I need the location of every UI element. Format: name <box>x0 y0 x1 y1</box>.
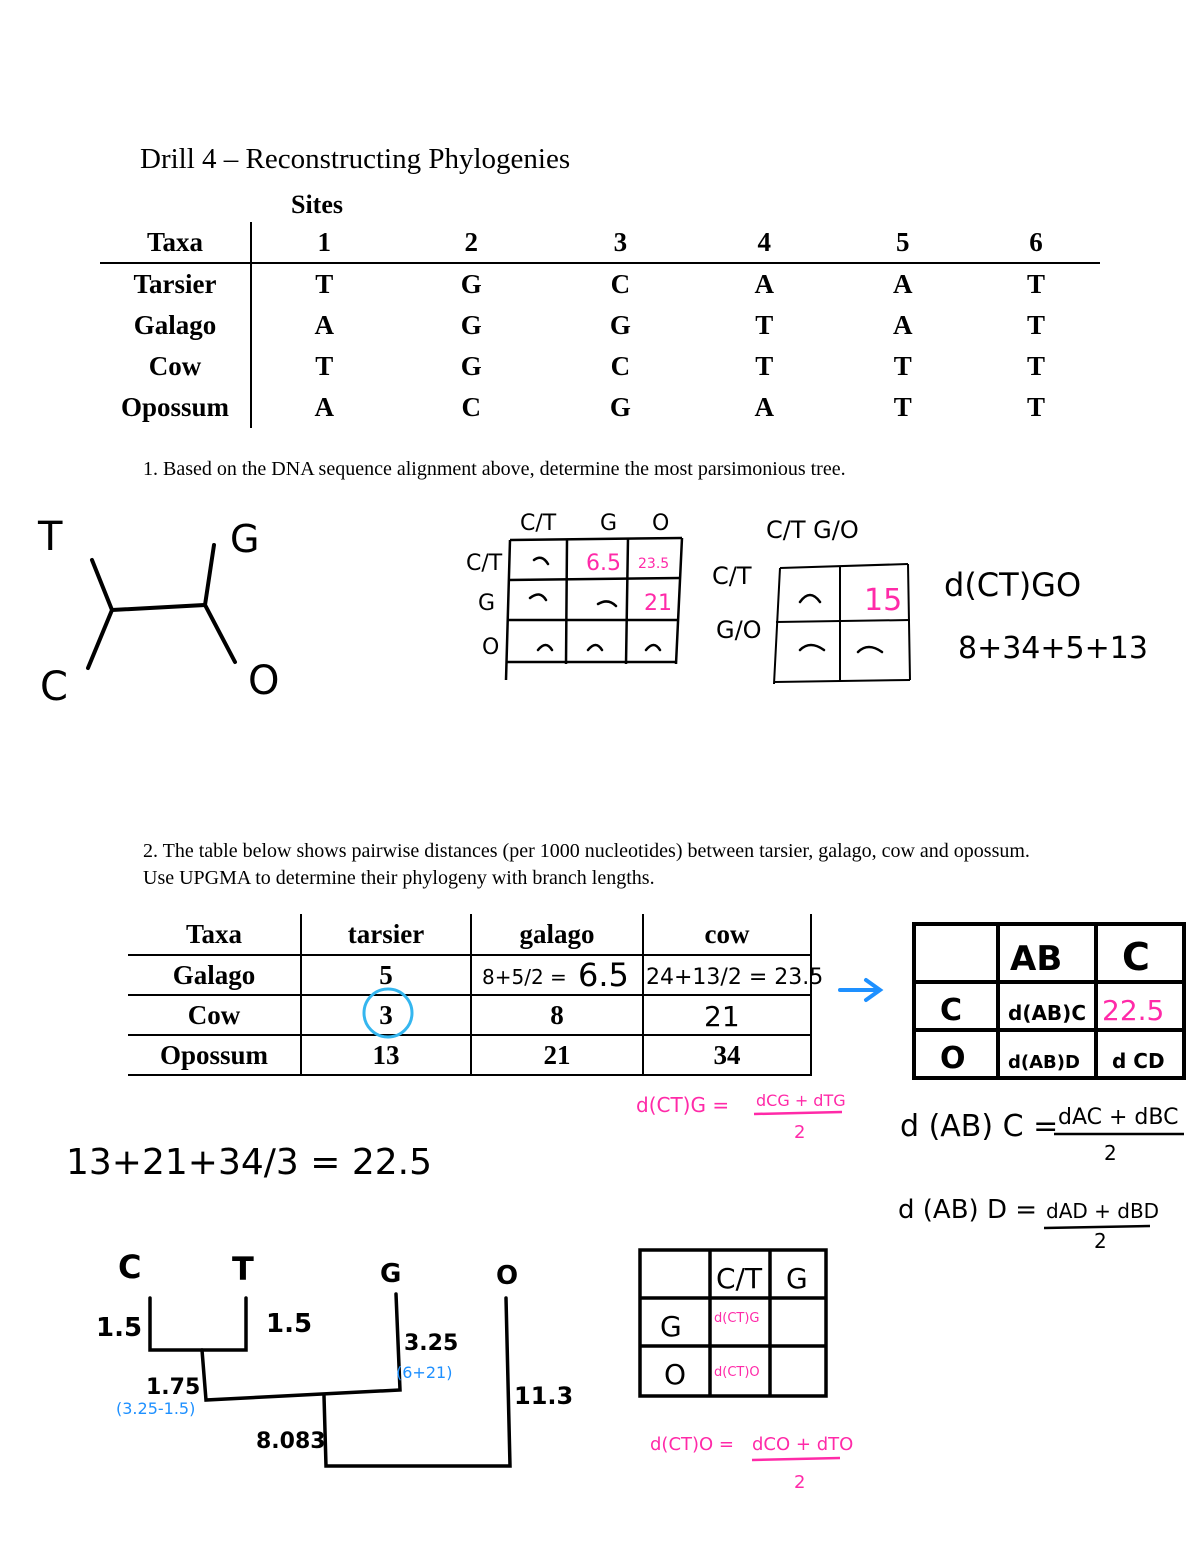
header-site-6: 6 <box>972 222 1100 263</box>
table-cell: A <box>754 392 775 422</box>
table-cell: G <box>609 392 631 422</box>
header-taxa: Taxa <box>100 222 251 263</box>
branch-c: 1.5 <box>96 1313 143 1343</box>
cow-cow-val: 21 <box>704 1000 740 1033</box>
m2-cols: C/T G/O <box>766 516 859 544</box>
abm-cc: 22.5 <box>1102 994 1165 1027</box>
abm-row-o: O <box>940 1041 966 1076</box>
table-cell: G <box>460 269 482 299</box>
table-cell: A <box>893 269 913 299</box>
sm-g-ct: d(CT)G <box>714 1311 760 1326</box>
highlight-circle <box>364 989 412 1037</box>
m1-value-235: 23.5 <box>638 556 670 572</box>
galago-tarsier-calc: 8+5/2 = <box>482 965 567 989</box>
table-cell: 13 <box>301 1035 471 1075</box>
taxon-name: Galago <box>128 955 301 995</box>
m1-value-65: 6.5 <box>586 551 621 576</box>
abc-label: d (AB) C = <box>900 1109 1059 1144</box>
galago-cow-note: 24+13/2 = 23.5 <box>646 965 824 990</box>
dct-o-denominator: 2 <box>794 1472 806 1493</box>
taxon-name: Tarsier <box>100 263 251 305</box>
table-cell: T <box>315 269 334 299</box>
taxon-name: Galago <box>100 305 251 346</box>
branch-ctg: 8.083 <box>256 1429 326 1454</box>
header-site-4: 4 <box>695 222 833 263</box>
calc-dctgo: d(CT)GO <box>944 566 1082 604</box>
table-cell: G <box>460 310 482 340</box>
table-cell: C <box>461 392 481 422</box>
table-cell: C <box>610 269 631 299</box>
tree2-label-o: O <box>496 1261 519 1291</box>
tree1-label-t: T <box>38 514 63 560</box>
table-cell: A <box>314 310 335 340</box>
question-2: 2. The table below shows pairwise distances (per 1000 nucleotides) between tarsier, galago, cow and opossum. Use UPGMA to determine their phylogeny with branch lengths. <box>143 840 1030 889</box>
page-title: Drill 4 – Reconstructing Phylogenies <box>140 143 571 175</box>
header-galago: galago <box>471 914 643 955</box>
table-cell: 34 <box>643 1035 811 1075</box>
header-site-3: 3 <box>546 222 695 263</box>
table-cell: T <box>1027 351 1046 381</box>
table-cell: C <box>610 351 631 381</box>
taxon-name: Opossum <box>128 1035 301 1075</box>
tree1-label-o: O <box>248 658 280 704</box>
sum-equation: 13+21+34/3 = 22.5 <box>66 1142 432 1183</box>
abd-numerator: dAD + dBD <box>1046 1199 1160 1223</box>
header-site-5: 5 <box>834 222 972 263</box>
table-cell: T <box>1027 269 1046 299</box>
abm-cab: d(AB)C <box>1008 1001 1086 1025</box>
taxon-name: Cow <box>100 346 251 387</box>
abc-denominator: 2 <box>1104 1141 1117 1165</box>
header-site-1: 1 <box>251 222 397 263</box>
m1-col-ct: C/T <box>520 511 557 536</box>
arrow-right-icon <box>840 980 880 1000</box>
header-cow: cow <box>643 914 811 955</box>
m2-row-ct: C/T <box>712 562 752 590</box>
abm-col-c: C <box>1122 935 1150 979</box>
table-cell: 8 <box>471 995 643 1035</box>
m1-value-21: 21 <box>644 591 672 616</box>
tree2-label-t: T <box>232 1250 254 1288</box>
galago-tarsier-val: 6.5 <box>578 956 629 994</box>
abd-label: d (AB) D = <box>898 1195 1038 1225</box>
abc-numerator: dAC + dBC <box>1058 1105 1179 1130</box>
dct-g-numerator: dCG + dTG <box>756 1091 846 1110</box>
calc-sum: 8+34+5+13 <box>958 631 1148 666</box>
table-cell: T <box>755 310 774 340</box>
dct-g-label: d(CT)G = <box>636 1093 730 1117</box>
table-cell: A <box>893 310 913 340</box>
sm-row-o: O <box>664 1358 687 1391</box>
m1-row-g: G <box>478 591 496 616</box>
header-tarsier: tarsier <box>301 914 471 955</box>
table-cell: T <box>315 351 334 381</box>
branch-t: 1.5 <box>266 1309 313 1339</box>
m1-col-g: G <box>600 511 618 536</box>
m2-row-go: G/O <box>716 616 762 644</box>
dct-g-denominator: 2 <box>794 1122 806 1143</box>
tree1-label-c: C <box>40 664 68 710</box>
abm-row-c: C <box>940 993 963 1028</box>
table-cell: T <box>893 351 912 381</box>
taxon-name: Cow <box>128 995 301 1035</box>
table-cell: A <box>754 269 775 299</box>
m1-row-ct: C/T <box>466 551 503 576</box>
abm-col-ab: AB <box>1010 939 1063 979</box>
abm-oab: d(AB)D <box>1008 1052 1080 1073</box>
tree1-label-g: G <box>230 517 260 561</box>
abd-denominator: 2 <box>1094 1229 1107 1253</box>
table-cell: G <box>609 310 631 340</box>
m1-row-o: O <box>482 635 500 660</box>
table-cell: G <box>460 351 482 381</box>
branch-ct-note: (3.25-1.5) <box>116 1399 196 1418</box>
sm-o-ct: d(CT)O <box>714 1365 760 1380</box>
header-site-2: 2 <box>397 222 546 263</box>
sm-col-ct: C/T <box>716 1262 763 1295</box>
abm-oc: d CD <box>1112 1049 1165 1073</box>
taxon-name: Opossum <box>100 387 251 428</box>
m2-value-15: 15 <box>864 583 903 618</box>
branch-g: 3.25 <box>404 1331 459 1356</box>
header-taxa: Taxa <box>128 914 301 955</box>
table-cell: A <box>314 392 335 422</box>
sm-row-g: G <box>660 1310 682 1343</box>
dct-o-numerator: dCO + dTO <box>752 1434 854 1455</box>
table-cell: T <box>755 351 774 381</box>
tree2-label-g: G <box>380 1259 402 1289</box>
branch-o: 11.3 <box>514 1382 574 1410</box>
tree2-label-c: C <box>118 1248 142 1286</box>
table-cell: T <box>893 392 912 422</box>
table-cell: 3 <box>301 995 471 1035</box>
branch-ct: 1.75 <box>146 1375 201 1400</box>
question-1: 1. Based on the DNA sequence alignment above, determine the most parsimonious tree. <box>143 458 846 480</box>
sm-col-g: G <box>786 1262 808 1295</box>
m1-col-o: O <box>652 511 670 536</box>
table-cell: T <box>1027 310 1046 340</box>
sites-header: Sites <box>291 190 343 219</box>
table-cell: T <box>1027 392 1046 422</box>
dct-o-label: d(CT)O = <box>650 1434 735 1455</box>
branch-g-note: (6+21) <box>396 1363 453 1382</box>
table-cell: 5 <box>301 955 471 995</box>
table-cell: 21 <box>471 1035 643 1075</box>
